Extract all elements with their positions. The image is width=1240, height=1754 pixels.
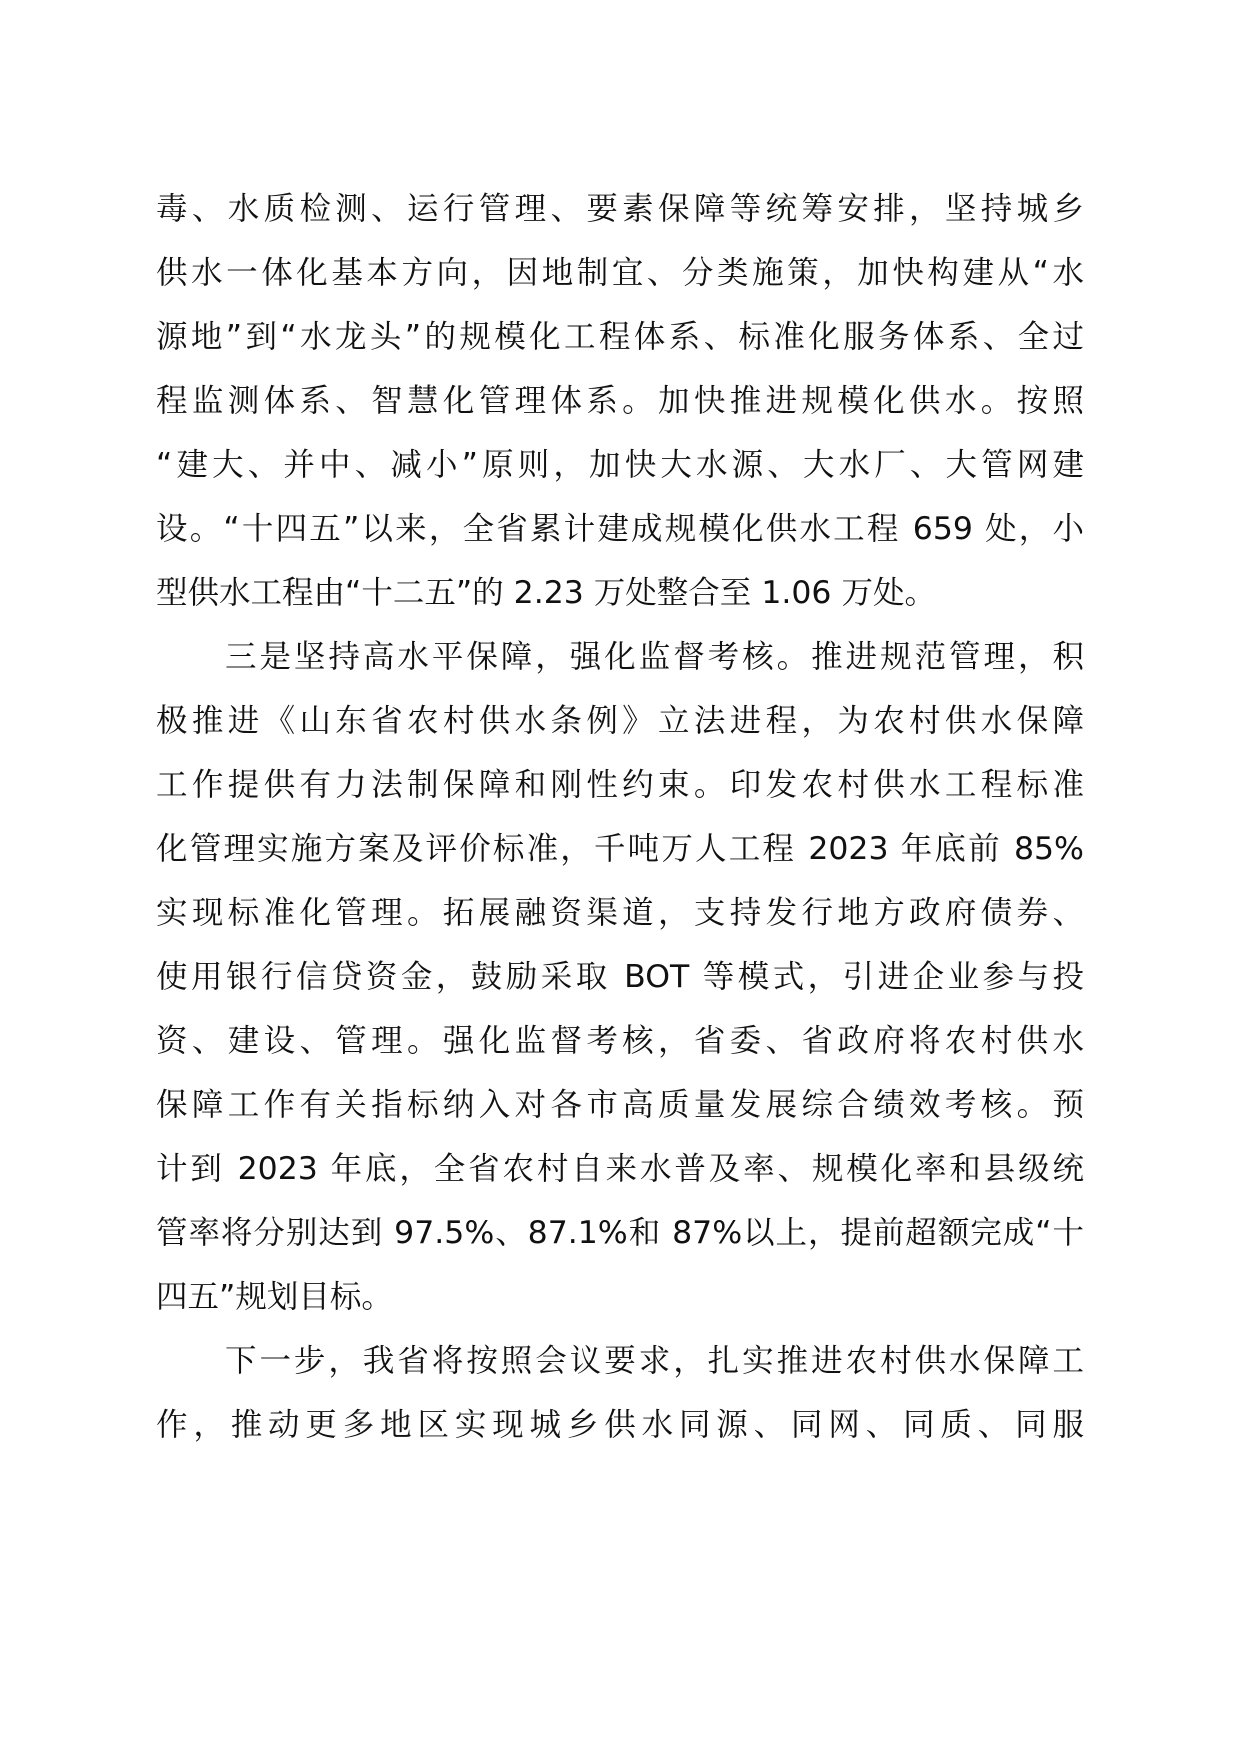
text-line: 型供水工程由“十二五”的 2.23 万处整合至 1.06 万处。 [156, 575, 936, 611]
text-line: 供水一体化基本方向，因地制宜、分类施策，加快构建从“水 [156, 255, 1084, 291]
text-line: 极推进《山东省农村供水条例》立法进程，为农村供水保障 [156, 703, 1084, 739]
text-line: “建大、并中、减小”原则，加快大水源、大水厂、大管网建 [156, 447, 1084, 483]
text-line: 毒、水质检测、运行管理、要素保障等统筹安排，坚持城乡 [156, 191, 1084, 227]
text-line: 使用银行信贷资金，鼓励采取 BOT 等模式，引进企业参与投 [156, 959, 1084, 995]
text-line: 保障工作有关指标纳入对各市高质量发展综合绩效考核。预 [156, 1087, 1084, 1123]
text-line: 作，推动更多地区实现城乡供水同源、同网、同质、同服 [156, 1407, 1084, 1443]
text-line: 化管理实施方案及评价标准，千吨万人工程 2023 年底前 85% [156, 831, 1084, 867]
text-line: 设。“十四五”以来，全省累计建成规模化供水工程 659 处，小 [156, 511, 1084, 547]
text-line: 工作提供有力法制保障和刚性约束。印发农村供水工程标准 [156, 767, 1084, 803]
text-line: 下一步，我省将按照会议要求，扎实推进农村供水保障工 [156, 1343, 1084, 1379]
text-line: 源地”到“水龙头”的规模化工程体系、标准化服务体系、全过 [156, 319, 1084, 355]
text-line: 实现标准化管理。拓展融资渠道，支持发行地方政府债券、 [156, 895, 1084, 931]
text-line: 程监测体系、智慧化管理体系。加快推进规模化供水。按照 [156, 383, 1084, 419]
text-line: 计到 2023 年底，全省农村自来水普及率、规模化率和县级统 [156, 1151, 1084, 1187]
body-text [156, 177, 1084, 1457]
text-line: 四五”规划目标。 [156, 1279, 393, 1315]
text-line: 资、建设、管理。强化监督考核，省委、省政府将农村供水 [156, 1023, 1084, 1059]
text-line: 管率将分别达到 97.5%、87.1%和 87%以上，提前超额完成“十 [156, 1215, 1084, 1251]
text-line: 三是坚持高水平保障，强化监督考核。推进规范管理，积 [156, 639, 1084, 675]
